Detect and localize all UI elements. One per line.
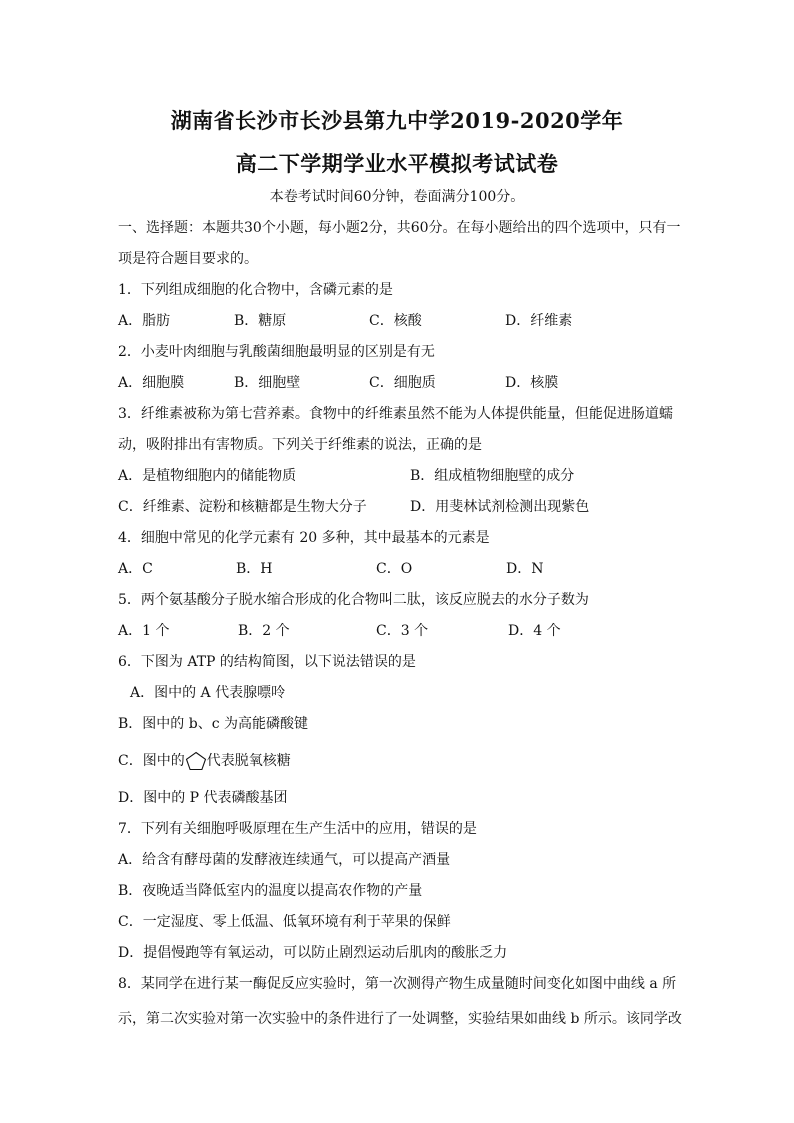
q6-option-c-prefix: C．图中的 xyxy=(118,753,185,769)
q4-option-c: C．O xyxy=(376,561,413,577)
q3-stem-line1: 3．纤维素被称为第七营养素。食物中的纤维素虽然不能为人体提供能量，但能促进肠道蠕 xyxy=(118,406,673,422)
q5-option-c: C．3 个 xyxy=(376,623,429,639)
exam-title-line2: 高二下学期学业水平模拟考试试卷 xyxy=(235,151,559,176)
q7-option-a: A．给含有酵母菌的发酵液连续通气，可以提高产酒量 xyxy=(118,852,451,868)
q1-option-b: B．糖原 xyxy=(234,313,287,329)
q7-option-b: B．夜晚适当降低室内的温度以提高农作物的产量 xyxy=(118,883,423,899)
q1-option-a: A．脂肪 xyxy=(118,313,171,329)
q6-option-d: D．图中的 P 代表磷酸基团 xyxy=(118,790,288,806)
q2-option-c: C．细胞质 xyxy=(369,375,436,391)
q5-stem: 5．两个氨基酸分子脱水缩合形成的化合物叫二肽，该反应脱去的水分子数为 xyxy=(118,592,589,608)
pentagon-icon xyxy=(185,751,207,771)
q3-option-b: B．组成植物细胞壁的成分 xyxy=(410,468,575,484)
q2-option-b: B．细胞壁 xyxy=(234,375,301,391)
q5-option-b: B．2 个 xyxy=(238,623,290,639)
q4-option-d: D．N xyxy=(506,561,544,577)
q6-option-a: A．图中的 A 代表腺嘌呤 xyxy=(130,685,286,701)
exam-title-line1: 湖南省长沙市长沙县第九中学2019-2020学年 xyxy=(170,108,624,133)
q2-option-a: A．细胞膜 xyxy=(118,375,185,391)
section-intro-line2: 项是符合题目要求的。 xyxy=(118,251,258,267)
q3-option-c: C．纤维素、淀粉和核糖都是生物大分子 xyxy=(118,499,367,515)
q2-stem: 2．小麦叶肉细胞与乳酸菌细胞最明显的区别是有无 xyxy=(118,344,435,360)
q7-stem: 7．下列有关细胞呼吸原理在生产生活中的应用，错误的是 xyxy=(118,821,477,837)
q2-option-d: D．核膜 xyxy=(505,375,559,391)
q6-option-b: B．图中的 b、c 为高能磷酸键 xyxy=(118,716,308,732)
q3-option-a: A．是植物细胞内的储能物质 xyxy=(118,468,297,484)
q3-option-d: D．用斐林试剂检测出现紫色 xyxy=(410,499,590,515)
q6-option-c xyxy=(118,751,291,771)
q8-stem-line2: 示，第二次实验对第一次实验中的条件进行了一处调整，实验结果如曲线 b 所示。该同学改 xyxy=(118,1011,682,1027)
q6-stem: 6．下图为 ATP 的结构简图，以下说法错误的是 xyxy=(118,654,416,670)
q4-stem: 4．细胞中常见的化学元素有 20 多种，其中最基本的元素是 xyxy=(118,530,490,546)
q5-option-a: A．1 个 xyxy=(118,623,170,639)
q1-option-c: C．核酸 xyxy=(369,313,422,329)
q4-option-b: B．H xyxy=(236,561,273,577)
q6-option-c-suffix: 代表脱氧核糖 xyxy=(206,753,291,769)
q1-stem: 1．下列组成细胞的化合物中，含磷元素的是 xyxy=(118,282,393,298)
q3-stem-line2: 动，吸附排出有害物质。下列关于纤维素的说法，正确的是 xyxy=(118,437,482,453)
q4-option-a: A．C xyxy=(118,561,153,577)
q7-option-d: D．提倡慢跑等有氧运动，可以防止剧烈运动后肌肉的酸胀乏力 xyxy=(118,945,508,961)
q5-option-d: D．4 个 xyxy=(508,623,561,639)
q8-stem-line1: 8．某同学在进行某一酶促反应实验时，第一次测得产物生成量随时间变化如图中曲线 a 所 xyxy=(118,976,677,992)
q1-option-d: D．纤维素 xyxy=(505,313,573,329)
section-intro-line1: 一、选择题：本题共30个小题，每小题2分，共60分。在每小题给出的四个选项中，只有一 xyxy=(118,220,681,236)
q7-option-c: C．一定湿度、零上低温、低氧环境有利于苹果的保鲜 xyxy=(118,914,451,930)
exam-note: 本卷考试时间60分钟，卷面满分100分。 xyxy=(269,189,525,205)
